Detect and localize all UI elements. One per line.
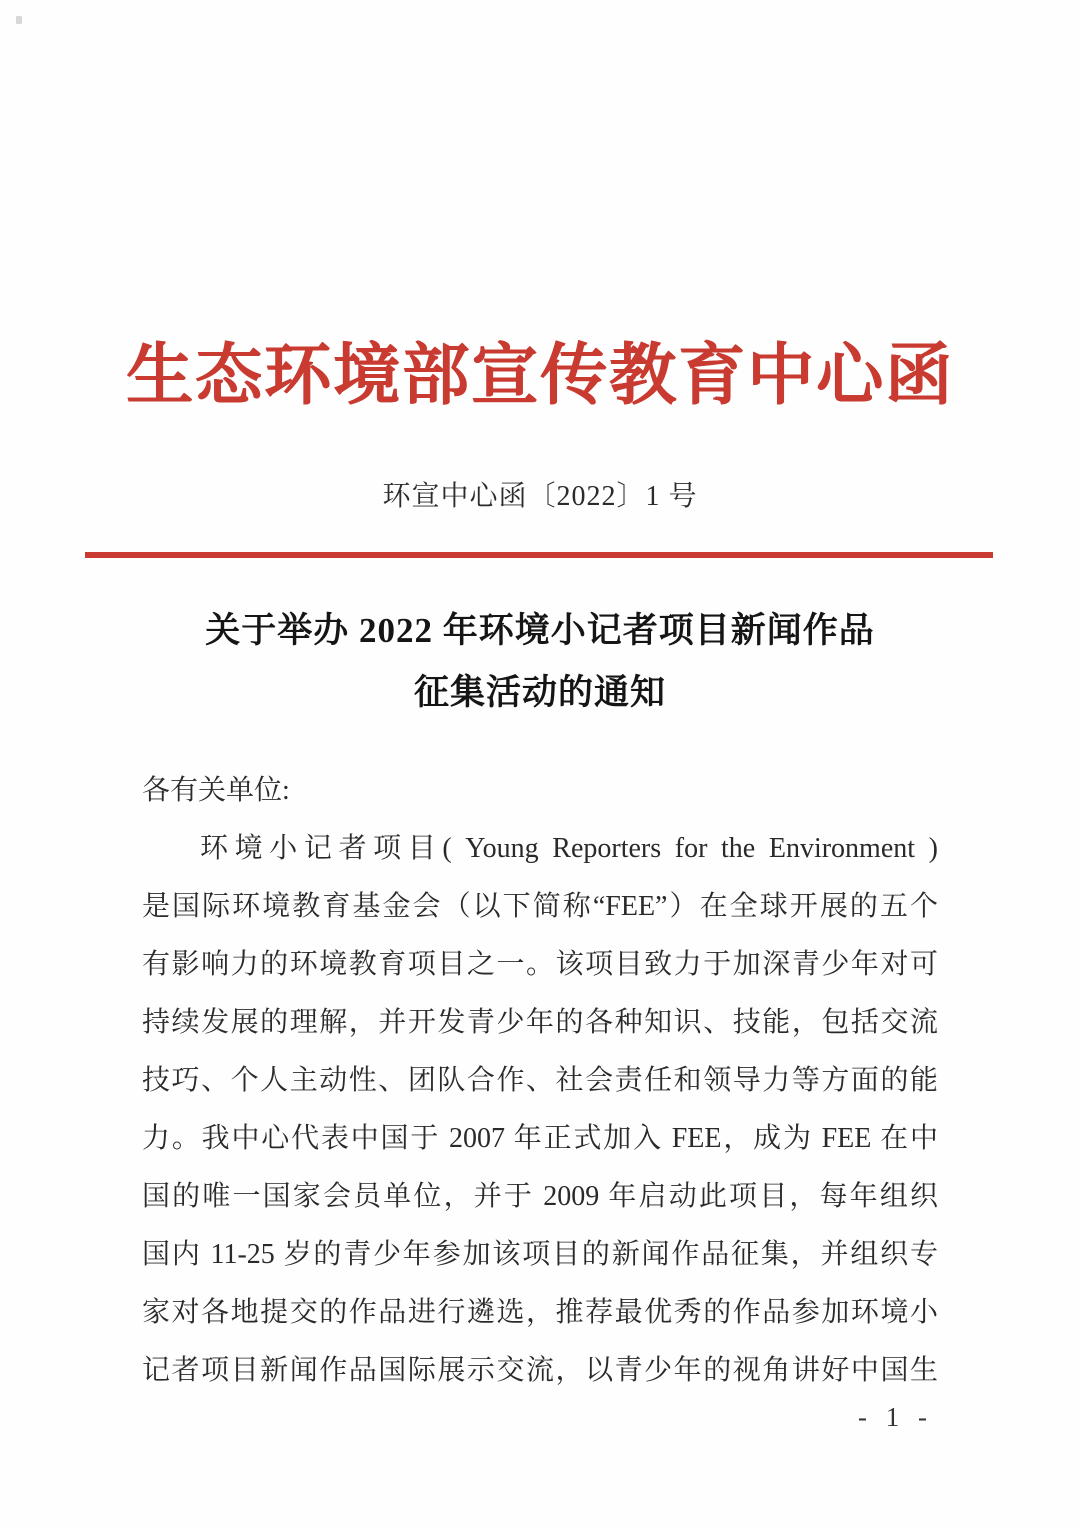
body-line-2: 是国际环境教育基金会（以下简称“FEE”）在全球开展的五个 <box>142 891 938 922</box>
notice-title-line-2: 征集活动的通知 <box>413 673 666 712</box>
body-line-9: 家对各地提交的作品进行遴选，推荐最优秀的作品参加环境小 <box>142 1297 938 1328</box>
body-line-7: 国的唯一国家会员单位，并于 2009 年启动此项目，每年组织 <box>142 1181 938 1212</box>
body-text <box>142 762 938 1400</box>
document-number: 环宣中心函〔2022〕1 号 <box>382 481 698 512</box>
body-line-6: 力。我中心代表中国于 2007 年正式加入 FEE，成为 FEE 在中 <box>142 1123 938 1154</box>
scan-artifact <box>16 16 22 24</box>
body-line-5: 技巧、个人主动性、团队合作、社会责任和领导力等方面的能 <box>142 1065 938 1096</box>
page-number: - 1 - <box>858 1402 933 1432</box>
notice-title-line-1: 关于举办 2022 年环境小记者项目新闻作品 <box>205 611 875 650</box>
body-line-10: 记者项目新闻作品国际展示交流，以青少年的视角讲好中国生 <box>142 1355 938 1386</box>
letterhead-title: 生态环境部宣传教育中心函 <box>126 339 954 413</box>
notice-title <box>0 600 1080 724</box>
body-line-4: 持续发展的理解，并开发青少年的各种知识、技能，包括交流 <box>142 1007 938 1038</box>
red-divider-line <box>85 552 993 558</box>
body-line-8: 国内 11-25 岁的青少年参加该项目的新闻作品征集，并组织专 <box>142 1239 938 1270</box>
salutation: 各有关单位: <box>142 775 290 806</box>
body-line-3: 有影响力的环境教育项目之一。该项目致力于加深青少年对可 <box>142 949 938 980</box>
body-line-1: 环境小记者项目( Young Reporters for the Environment ) <box>200 833 938 864</box>
